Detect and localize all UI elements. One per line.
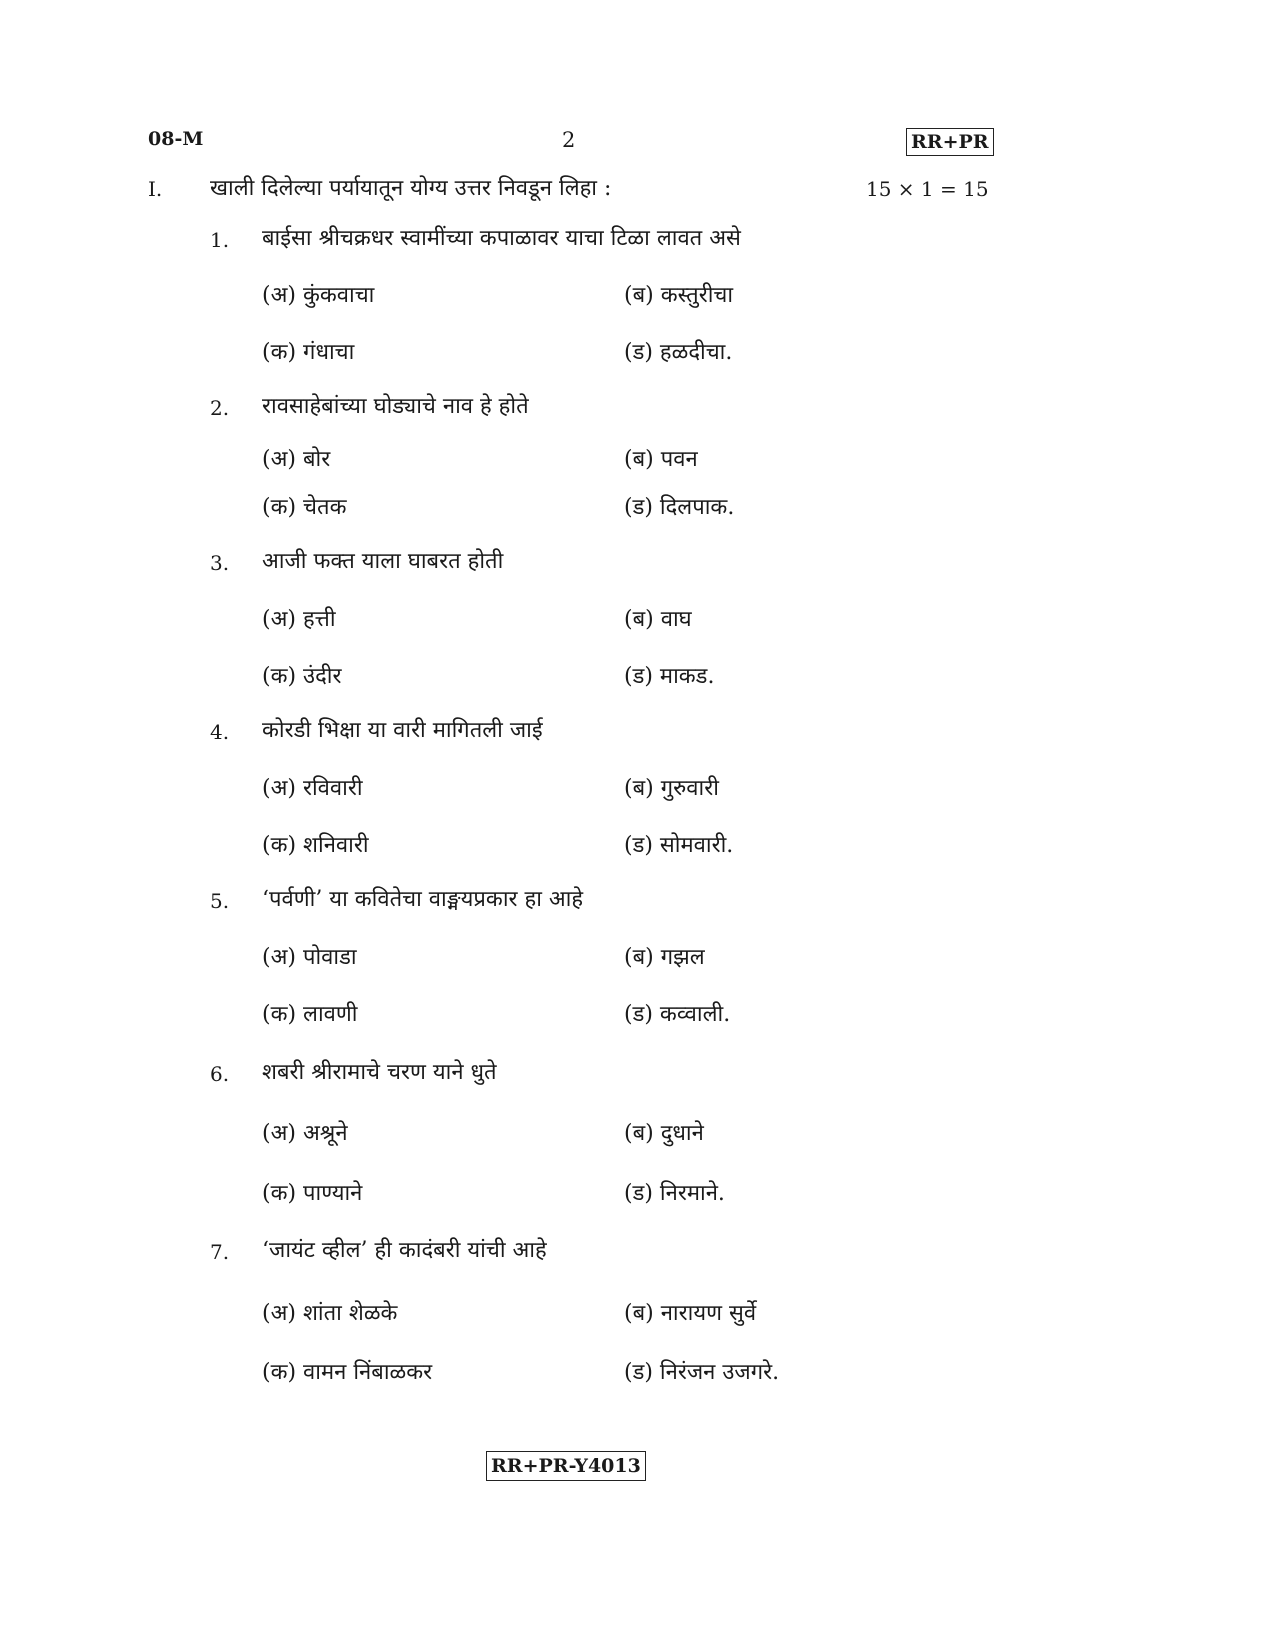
paper-code: 08-M <box>148 128 204 150</box>
option-d: (ड) माकड. <box>624 664 715 689</box>
question-text: रावसाहेबांच्या घोड्याचे नाव हे होते <box>262 394 529 419</box>
question-text: शबरी श्रीरामाचे चरण याने धुते <box>262 1060 497 1085</box>
footer-code-box: RR+PR-Y4013 <box>486 1451 646 1481</box>
question-number: 5. <box>210 889 230 913</box>
option-a: (अ) पोवाडा <box>262 945 357 970</box>
option-d: (ड) निरंजन उजगरे. <box>624 1360 780 1385</box>
option-d: (ड) हळदीचा. <box>624 340 733 365</box>
section-number: I. <box>148 177 163 201</box>
question-text: बाईसा श्रीचक्रधर स्वामींच्या कपाळावर याचा टिळा लावत असे <box>262 226 741 251</box>
question-text: आजी फक्त याला घाबरत होती <box>262 549 504 574</box>
question-number: 7. <box>210 1240 230 1264</box>
option-b: (ब) नारायण सुर्वे <box>624 1301 757 1326</box>
option-d: (ड) सोमवारी. <box>624 833 734 858</box>
option-b: (ब) गझल <box>624 945 705 970</box>
question-number: 2. <box>210 396 230 420</box>
option-b: (ब) कस्तुरीचा <box>624 283 734 308</box>
section-instruction: खाली दिलेल्या पर्यायातून योग्य उत्तर निवडून लिहा : <box>210 176 612 201</box>
option-b: (ब) गुरुवारी <box>624 776 719 801</box>
page-number: 2 <box>562 128 576 152</box>
option-c: (क) शनिवारी <box>262 833 369 858</box>
option-d: (ड) निरमाने. <box>624 1181 725 1206</box>
option-a: (अ) हत्ती <box>262 607 336 632</box>
question-number: 6. <box>210 1062 230 1086</box>
question-number: 4. <box>210 720 230 744</box>
question-text: ‘जायंट व्हील’ ही कादंबरी यांची आहे <box>262 1238 547 1263</box>
option-b: (ब) पवन <box>624 447 698 472</box>
option-a: (अ) बोर <box>262 447 331 472</box>
option-c: (क) उंदीर <box>262 664 342 689</box>
option-c: (क) गंधाचा <box>262 340 355 365</box>
question-number: 3. <box>210 551 230 575</box>
option-a: (अ) अश्रूने <box>262 1121 348 1146</box>
option-a: (अ) शांता शेळके <box>262 1301 398 1326</box>
question-text: कोरडी भिक्षा या वारी मागितली जाई <box>262 718 543 743</box>
question-text: ‘पर्वणी’ या कवितेचा वाङ्मयप्रकार हा आहे <box>262 887 584 912</box>
question-number: 1. <box>210 228 230 252</box>
option-a: (अ) रविवारी <box>262 776 363 801</box>
option-a: (अ) कुंकवाचा <box>262 283 375 308</box>
option-b: (ब) वाघ <box>624 607 692 632</box>
section-marks: 15 × 1 = 15 <box>866 177 989 201</box>
option-d: (ड) कव्वाली. <box>624 1002 731 1027</box>
option-c: (क) लावणी <box>262 1002 358 1027</box>
series-box: RR+PR <box>906 128 994 156</box>
option-c: (क) पाण्याने <box>262 1181 363 1206</box>
option-c: (क) वामन निंबाळकर <box>262 1360 433 1385</box>
option-d: (ड) दिलपाक. <box>624 495 735 520</box>
option-c: (क) चेतक <box>262 495 347 520</box>
option-b: (ब) दुधाने <box>624 1121 704 1146</box>
